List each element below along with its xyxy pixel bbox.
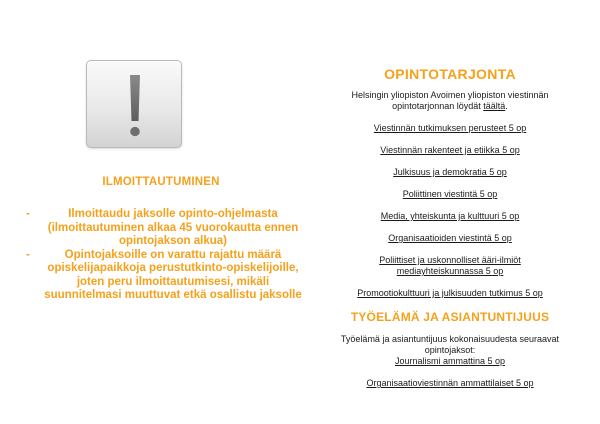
work-life-title: TYÖELÄMÄ JA ASIANTUNTIJUUS [350, 310, 550, 324]
course-link-item [326, 145, 574, 156]
list-item [20, 208, 302, 249]
work-life-intro [326, 334, 574, 367]
here-link[interactable]: täältä [483, 101, 506, 111]
registration-section [20, 176, 302, 303]
course-link[interactable]: Promootiokulttuuri ja julkisuuden tutkimus 5 op [357, 288, 543, 298]
course-link-item [326, 167, 574, 178]
course-link[interactable]: Organisaatioiden viestintä 5 op [388, 233, 512, 243]
registration-list [20, 208, 302, 303]
list-item-text: Ilmoittaudu jaksolle opinto-ohjelmasta (ilmoittautuminen alkaa 45 vuorokautta ennen opintojakson alkua) [47, 208, 299, 247]
course-link-item [326, 255, 574, 277]
course-link[interactable]: Organisaatioviestinnän ammattilaiset 5 op [366, 378, 534, 388]
intro-text: Helsingin yliopiston Avoimen yliopiston viestinnän opintotarjonnan löydät [351, 90, 549, 111]
list-item [20, 249, 302, 303]
course-link-item [326, 288, 574, 299]
exclamation-warning-icon [86, 60, 182, 148]
course-link[interactable]: Poliittinen viestintä 5 op [402, 189, 498, 199]
course-link-item [326, 123, 574, 134]
course-link-item [326, 211, 574, 222]
course-link-item [326, 378, 574, 389]
work-intro-text: Työelämä ja asiantuntijuus kokonaisuudesta seuraavat opintojaksot: [340, 334, 560, 355]
list-item-text: Opintojaksoille on varattu rajattu määrä opiskelijapaikkoja perustutkinto-opiskelijoille, joten peru ilmoittautumisesi, mikäli suunnitelmasi muuttuvat etkä osallistu jaksolle [44, 248, 302, 301]
registration-heading: ILMOITTAUTUMINEN [102, 176, 220, 188]
course-offering-title: OPINTOTARJONTA [384, 66, 516, 82]
exclamation-mark-icon [87, 61, 183, 149]
course-offering-intro [326, 90, 574, 112]
bullet-dash: - [26, 248, 30, 261]
course-link[interactable]: Viestinnän tutkimuksen perusteet 5 op [373, 123, 527, 133]
course-link[interactable]: Poliittiset ja uskonnolliset ääri-ilmiöt mediayhteiskunnassa 5 op [379, 255, 521, 276]
course-offering-section [326, 66, 574, 400]
course-link[interactable]: Viestinnän rakenteet ja etiikka 5 op [380, 145, 520, 155]
bullet-dash: - [26, 208, 30, 220]
course-link[interactable]: Julkisuus ja demokratia 5 op [393, 167, 507, 177]
course-link[interactable]: Media, yhteiskunta ja kulttuuri 5 op [380, 211, 520, 221]
course-link-item [326, 233, 574, 244]
intro-period: . [505, 101, 508, 111]
course-link-item [326, 189, 574, 200]
course-link[interactable]: Journalismi ammattina 5 op [394, 356, 506, 366]
